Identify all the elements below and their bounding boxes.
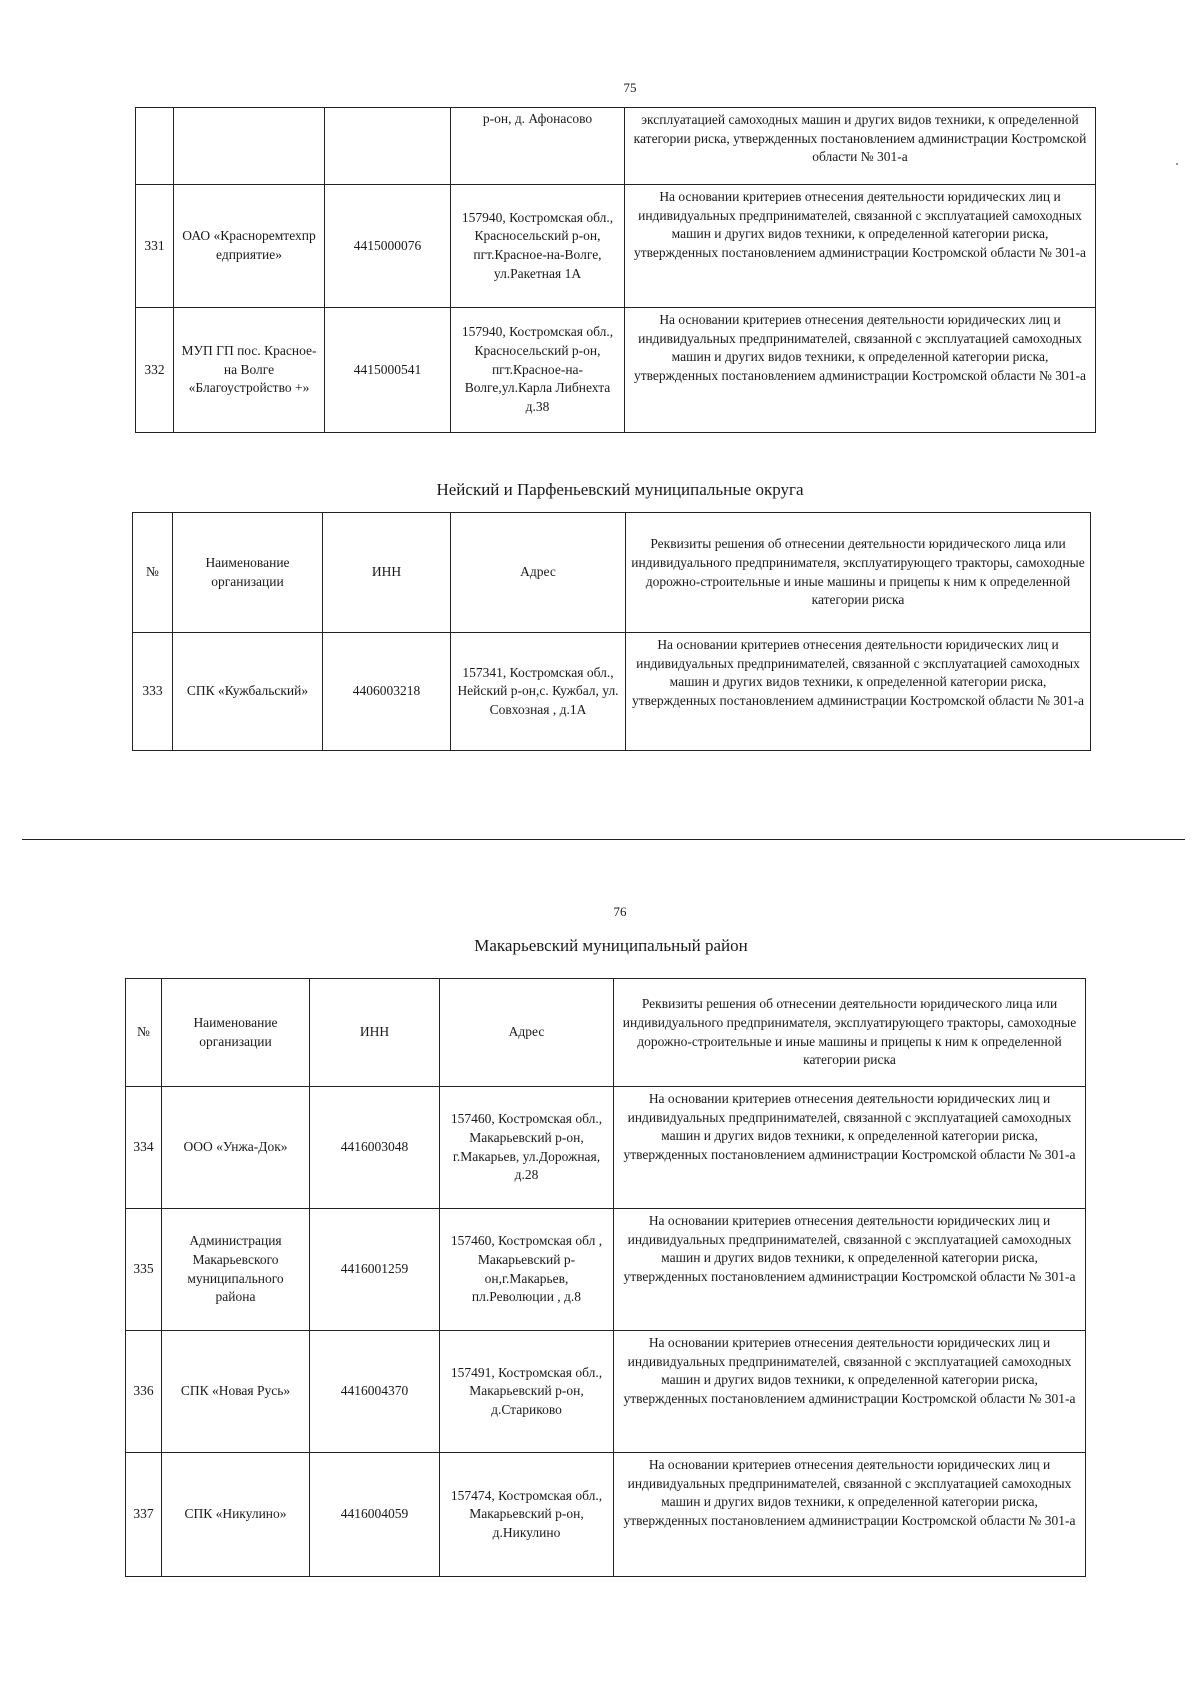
table-row [126,1453,1086,1577]
organization-name: ОАО «Красноремтехпр едприятие» [174,185,325,308]
inn: 4416004059 [310,1453,440,1577]
header-address: Адрес [451,513,626,633]
organization-name: СПК «Новая Русь» [162,1331,310,1453]
header-organization: Наименование организации [173,513,323,633]
row-number: 334 [126,1087,162,1209]
inn: 4406003218 [323,633,451,751]
address: 157940, Костромская обл., Красносельский р-он, пгт.Красное-на-Волге, ул.Ракетная 1А [451,185,625,308]
risk-basis: На основании критериев отнесения деятельности юридических лиц и индивидуальных предпринимателей, связанной с эксплуатацией самоходных машин и других видов техники, к определенной категории риска, утвержденных постановлением администрации Костромской области № 301-а [625,308,1096,433]
row-number: 335 [126,1209,162,1331]
inn [325,108,451,185]
address: 157474, Костромская обл., Макарьевский р-он, д.Никулино [440,1453,614,1577]
header-risk-basis: Реквизиты решения об отнесении деятельности юридического лица или индивидуального предпринимателя, эксплуатирующего тракторы, самоходные дорожно-строительные и иные машины и прицепы к ним к определенной категории риска [614,979,1086,1087]
address: 157491, Костромская обл., Макарьевский р-он, д.Стариково [440,1331,614,1453]
risk-basis: На основании критериев отнесения деятельности юридических лиц и индивидуальных предпринимателей, связанной с эксплуатацией самоходных машин и других видов техники, к определенной категории риска, утвержденных постановлением администрации Костромской области № 301-а [626,633,1091,751]
header-inn: ИНН [310,979,440,1087]
table-row [126,1209,1086,1331]
table-row [133,633,1091,751]
risk-basis: эксплуатацией самоходных машин и других видов техники, к определенной категории риска, утвержденных постановлением администрации Костромской области № 301-а [625,108,1096,185]
risk-basis: На основании критериев отнесения деятельности юридических лиц и индивидуальных предпринимателей, связанной с эксплуатацией самоходных машин и других видов техники, к определенной категории риска, утвержденных постановлением администрации Костромской области № 301-а [614,1087,1086,1209]
organization-name: ООО «Унжа-Док» [162,1087,310,1209]
table-row [126,1331,1086,1453]
row-number: 332 [136,308,174,433]
address: 157460, Костромская обл , Макарьевский р-он,г.Макарьев, пл.Революции , д.8 [440,1209,614,1331]
risk-basis: На основании критериев отнесения деятельности юридических лиц и индивидуальных предпринимателей, связанной с эксплуатацией самоходных машин и других видов техники, к определенной категории риска, утвержденных постановлением администрации Костромской области № 301-а [614,1331,1086,1453]
inn: 4415000541 [325,308,451,433]
organization-name: СПК «Кужбальский» [173,633,323,751]
table-neisky [132,512,1091,751]
page-separator [22,839,1185,840]
address: 157940, Костромская обл., Красносельский р-он, пгт.Красное-на-Волге,ул.Карла Либнехта д.38 [451,308,625,433]
risk-basis: На основании критериев отнесения деятельности юридических лиц и индивидуальных предпринимателей, связанной с эксплуатацией самоходных машин и других видов техники, к определенной категории риска, утвержденных постановлением администрации Костромской области № 301-а [625,185,1096,308]
organization-name [174,108,325,185]
organization-name: СПК «Никулино» [162,1453,310,1577]
table-row [136,308,1096,433]
row-number: 337 [126,1453,162,1577]
header-address: Адрес [440,979,614,1087]
table-header-row [126,979,1086,1087]
organization-name: МУП ГП пос. Красное-на Волге «Благоустройство +» [174,308,325,433]
row-number [136,108,174,185]
risk-basis: На основании критериев отнесения деятельности юридических лиц и индивидуальных предпринимателей, связанной с эксплуатацией самоходных машин и других видов техники, к определенной категории риска, утвержденных постановлением администрации Костромской области № 301-а [614,1453,1086,1577]
section-title-neisky: Нейский и Парфеньевский муниципальные округа [436,480,804,499]
header-number: № [126,979,162,1087]
inn: 4416003048 [310,1087,440,1209]
address: 157460, Костромская обл., Макарьевский р-он, г.Макарьев, ул.Дорожная, д.28 [440,1087,614,1209]
page-number: 76 [613,904,627,919]
row-number: 333 [133,633,173,751]
table-row [126,1087,1086,1209]
header-organization: Наименование организации [162,979,310,1087]
header-inn: ИНН [323,513,451,633]
address: 157341, Костромская обл., Нейский р-он,с. Кужбал, ул. Совхозная , д.1А [451,633,626,751]
table-krasnoselsky [135,107,1096,433]
table-header-row [133,513,1091,633]
risk-basis: На основании критериев отнесения деятельности юридических лиц и индивидуальных предпринимателей, связанной с эксплуатацией самоходных машин и других видов техники, к определенной категории риска, утвержденных постановлением администрации Костромской области № 301-а [614,1209,1086,1331]
table-makaryevsky [125,978,1086,1577]
section-title-makaryevsky: Макарьевский муниципальный район [474,936,748,955]
page-number: 75 [623,80,637,95]
inn: 4416001259 [310,1209,440,1331]
row-number: 336 [126,1331,162,1453]
header-number: № [133,513,173,633]
organization-name: Администрация Макарьевского муниципального района [162,1209,310,1331]
scan-speck [1176,163,1178,165]
row-number: 331 [136,185,174,308]
inn: 4415000076 [325,185,451,308]
address: р-он, д. Афонасово [451,108,625,185]
header-risk-basis: Реквизиты решения об отнесении деятельности юридического лица или индивидуального предпринимателя, эксплуатирующего тракторы, самоходные дорожно-строительные и иные машины и прицепы к ним к определенной категории риска [626,513,1091,633]
inn: 4416004370 [310,1331,440,1453]
table-row [136,185,1096,308]
table-row [136,108,1096,185]
